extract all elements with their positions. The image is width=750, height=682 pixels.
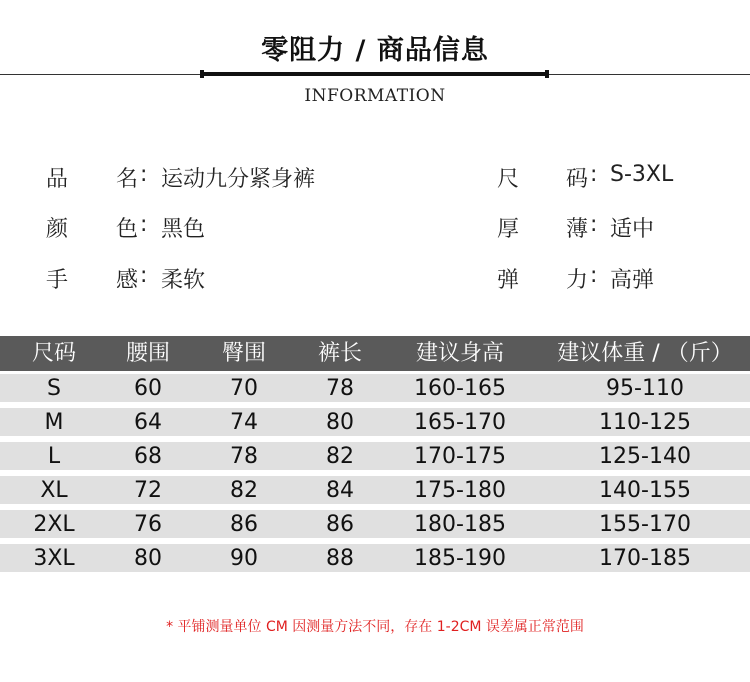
- divider-thick: [203, 72, 546, 76]
- table-cell: 60: [134, 376, 162, 401]
- divider-cap-left: [200, 70, 204, 78]
- info-key-char: 力: [566, 268, 589, 293]
- page-title: 零阻力 / 商品信息: [261, 35, 489, 66]
- table-row: [0, 374, 750, 402]
- table-cell: 170-185: [599, 546, 691, 571]
- info-value: S-3XL: [610, 162, 674, 187]
- table-cell: 155-170: [599, 512, 691, 537]
- table-cell: 84: [326, 478, 354, 503]
- table-cell: 68: [134, 444, 162, 469]
- table-cell: 3XL: [33, 546, 75, 571]
- info-key-char: 尺: [497, 167, 520, 192]
- table-cell: 140-155: [599, 478, 691, 503]
- info-row-thickness: [0, 212, 750, 242]
- table-cell: 95-110: [606, 376, 684, 401]
- table-cell: 88: [326, 546, 354, 571]
- info-key-char: 厚: [497, 217, 520, 242]
- table-header-cell: 建议身高: [415, 341, 504, 366]
- info-colon: :: [140, 263, 148, 288]
- table-header-cell: 裤长: [317, 341, 362, 366]
- table-cell: 78: [326, 376, 354, 401]
- info-row-size: [0, 162, 750, 192]
- table-cell: 64: [134, 410, 162, 435]
- table-cell: 80: [326, 410, 354, 435]
- table-row: [0, 476, 750, 504]
- info-colon: :: [140, 212, 148, 237]
- info-value: 柔软: [161, 268, 206, 293]
- table-cell: L: [47, 444, 61, 469]
- info-colon: :: [590, 263, 598, 288]
- table-cell: 160-165: [414, 376, 506, 401]
- table-cell: 90: [230, 546, 258, 571]
- info-key-char: 色: [116, 217, 139, 242]
- info-colon: :: [590, 212, 598, 237]
- table-header-cell: 腰围: [125, 341, 170, 366]
- table-cell: 175-180: [414, 478, 506, 503]
- info-value: 适中: [610, 217, 655, 242]
- table-cell: 78: [230, 444, 258, 469]
- table-cell: 82: [326, 444, 354, 469]
- table-cell: 82: [230, 478, 258, 503]
- info-key-char: 薄: [566, 217, 589, 242]
- table-cell: 86: [230, 512, 258, 537]
- table-cell: M: [44, 410, 64, 435]
- table-header-cell: 建议体重 / （斤）: [557, 341, 733, 366]
- table-cell: 110-125: [599, 410, 691, 435]
- table-cell: 72: [134, 478, 162, 503]
- info-key-char: 感: [116, 268, 139, 293]
- table-cell: 70: [230, 376, 258, 401]
- info-value: 高弹: [610, 268, 655, 293]
- table-row: [0, 510, 750, 538]
- table-cell: 80: [134, 546, 162, 571]
- info-colon: :: [140, 162, 148, 187]
- info-key-char: 名: [116, 167, 139, 192]
- table-cell: 2XL: [33, 512, 75, 537]
- measurement-note: * 平铺测量单位 CM 因测量方法不同，存在 1-2CM 误差属正常范围: [166, 619, 584, 635]
- table-cell: 180-185: [414, 512, 506, 537]
- table-row: [0, 442, 750, 470]
- info-key-char: 手: [46, 268, 69, 293]
- table-header-row: [0, 336, 750, 371]
- info-key-char: 颜: [46, 217, 69, 242]
- table-cell: 165-170: [414, 410, 506, 435]
- table-cell: 170-175: [414, 444, 506, 469]
- table-cell: 74: [230, 410, 258, 435]
- info-value: 运动九分紧身裤: [161, 167, 316, 192]
- table-cell: S: [47, 376, 61, 401]
- table-row: [0, 544, 750, 572]
- table-cell: 185-190: [414, 546, 506, 571]
- table-cell: XL: [40, 478, 68, 503]
- info-key-char: 品: [46, 167, 69, 192]
- table-cell: 76: [134, 512, 162, 537]
- table-cell: 86: [326, 512, 354, 537]
- table-header-cell: 臀围: [221, 341, 266, 366]
- info-key-char: 弹: [497, 268, 520, 293]
- divider-cap-right: [545, 70, 549, 78]
- table-header-cell: 尺码: [31, 341, 76, 366]
- info-key-char: 码: [566, 167, 589, 192]
- info-row-elasticity: [0, 263, 750, 293]
- subtitle: INFORMATION: [304, 86, 446, 106]
- size-table: [0, 336, 750, 572]
- table-row: [0, 408, 750, 436]
- info-colon: :: [590, 162, 598, 187]
- info-value: 黑色: [161, 217, 206, 242]
- table-cell: 125-140: [599, 444, 691, 469]
